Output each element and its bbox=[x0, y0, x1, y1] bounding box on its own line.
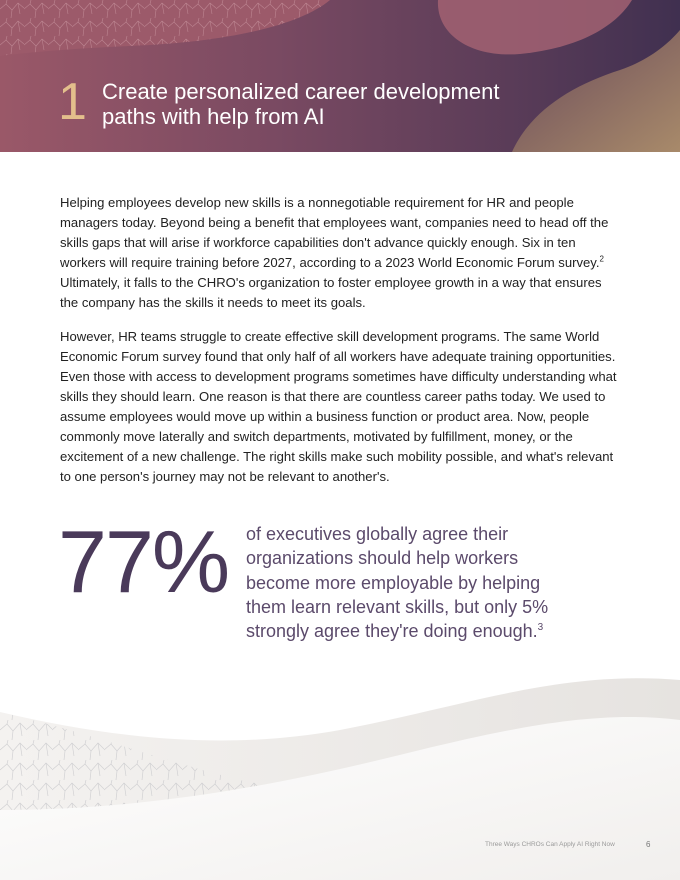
footnote-ref-2[interactable]: 2 bbox=[599, 254, 604, 264]
page-number: 6 bbox=[646, 840, 651, 849]
section-number: 1 bbox=[58, 73, 87, 131]
stat-value: 77% bbox=[58, 512, 229, 611]
body-paragraph-2: However, HR teams struggle to create effective skill development programs. The same World Economic Forum survey found that only half of all workers have adequate training opportunities. Even those with access to development programs sometimes have difficulty understanding what skills they should learn. One reason is that there are countless career paths today. We used to assume employees would move up within a business function or product area. Now, people commonly move laterally and switch departments, motivated by fulfillment, money, or the excitement of a new challenge. The right skills make such mobility possible, and what's relevant to one person's journey may not be relevant to another's. bbox=[60, 329, 617, 484]
section-title: Create personalized career development paths with help from AI bbox=[102, 79, 500, 129]
footnote-ref-3[interactable]: 3 bbox=[537, 622, 544, 634]
body-paragraph-1 bbox=[60, 193, 622, 313]
footer-document-title: Three Ways CHROs Can Apply AI Right Now bbox=[485, 841, 615, 848]
stat-text: of executives globally agree their organizations should help workers become more employable by helping them learn relevant skills, but only 5% strongly agree they're doing enough. bbox=[246, 524, 549, 642]
header-banner bbox=[0, 0, 680, 152]
paragraph-1-tail: Ultimately, it falls to the CHRO's organization to foster employee growth in a way that ensures the company has the skills it needs to meet its goals. bbox=[60, 275, 602, 310]
paragraph-1-text: Helping employees develop new skills is a nonnegotiable requirement for HR and people managers today. Beyond being a benefit that employees want, companies need to head off the skills gaps that will arise if workforce capabilities don't advance quickly enough. Six in ten workers will require training before 2027, according to a 2023 World Economic Forum survey. bbox=[60, 195, 609, 270]
stat-description bbox=[246, 522, 566, 643]
banner-decoration bbox=[0, 0, 680, 152]
